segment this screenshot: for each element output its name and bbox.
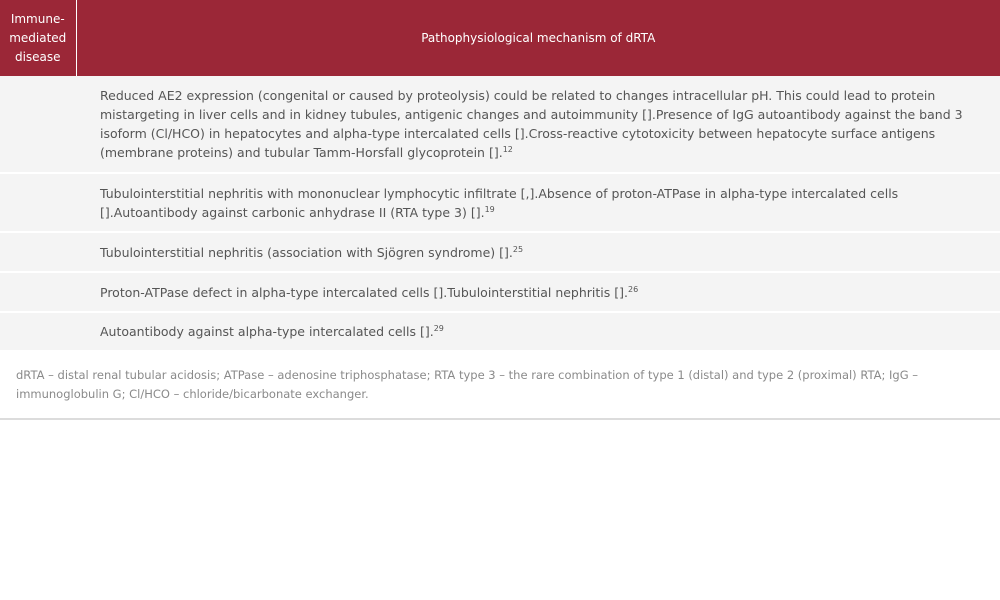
reference-number: 12 <box>502 144 513 154</box>
table-row <box>0 232 1000 272</box>
mechanism-cell <box>76 312 1000 351</box>
header-pathophysiological-mechanism: Pathophysiological mechanism of dRTA <box>76 0 1000 76</box>
mechanism-cell <box>76 173 1000 232</box>
reference-number: 29 <box>433 323 444 333</box>
table-row <box>0 272 1000 312</box>
mechanism-cell <box>76 272 1000 312</box>
mechanism-text: Tubulointerstitial nephritis (association with Sjögren syndrome) []. <box>100 244 513 260</box>
disease-cell <box>0 312 76 351</box>
reference-number: 25 <box>512 244 524 254</box>
disease-cell <box>0 173 76 232</box>
table-row <box>0 173 1000 232</box>
mechanism-text: Autoantibody against alpha-type intercalated cells []. <box>100 324 434 339</box>
reference-number: 19 <box>484 204 495 214</box>
disease-cell <box>0 232 76 272</box>
table-header <box>0 0 1000 76</box>
table-body <box>0 76 1000 351</box>
header-row <box>0 0 1000 76</box>
disease-cell <box>0 76 76 173</box>
table-row <box>0 312 1000 351</box>
header-immune-mediated-disease: Immune-mediated disease <box>0 0 76 76</box>
reference-number: 26 <box>628 284 639 294</box>
disease-cell <box>0 272 76 312</box>
mechanism-cell <box>76 232 1000 272</box>
table-row <box>0 76 1000 173</box>
table-footnote: dRTA – distal renal tubular acidosis; ATPase – adenosine triphosphatase; RTA type 3 – the rare combination of type 1 (distal) and type 2 (proximal) RTA; IgG – immunoglobulin G; Cl/HCO – chloride/bicarbonate exchanger. <box>0 352 1000 420</box>
mechanism-text: Proton-ATPase defect in alpha-type intercalated cells [].Tubulointerstitial nephritis []. <box>100 284 628 300</box>
mechanism-text: Reduced AE2 expression (congenital or caused by proteolysis) could be related to changes intracellular pH. This could lead to protein mistargeting in liver cells and in kidney tubules, antigenic changes and autoimmunity [].Presence of IgG autoantibody against the band 3 isoform (Cl/HCO) in hepatocytes and alpha-type intercalated cells [].Cross-reactive cytotoxicity between hepatocyte surface antigens (membrane proteins) and tubular Tamm-Horsfall glycoprotein []. <box>100 88 963 160</box>
mechanism-text: Tubulointerstitial nephritis with mononuclear lymphocytic infiltrate [,].Absence of proton-ATPase in alpha-type intercalated cells [].Autoantibody against carbonic anhydrase II (RTA type 3) []. <box>100 185 899 220</box>
mechanism-cell <box>76 76 1000 173</box>
